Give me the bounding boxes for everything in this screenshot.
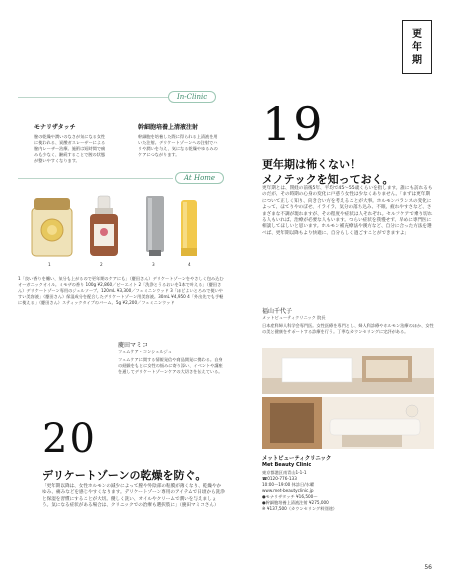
doctor-role: メットビューティクリニック 院長 xyxy=(262,315,326,320)
in-clinic-rule xyxy=(18,97,168,98)
clinic-price-1: ●モナリザタッチ ¥16,500〜 xyxy=(262,494,318,499)
at-home-label: At Home xyxy=(175,172,224,184)
clinic-reception-illustration xyxy=(262,348,434,394)
clinic-hours: 10:00〜19:00 休診日/水曜 xyxy=(262,482,315,487)
clinic-address: 東京都港区南青山1-1-1 xyxy=(262,470,307,475)
tip-19-number: 19 xyxy=(262,97,325,151)
clinic-price-3: ※ ¥137,500（カウンセリング料別途） xyxy=(262,506,337,511)
item-stemcell-desc: 幹細胞を培養した際に得られる上清液を用いた注射。デリケートゾーンへの注射でハリや潤いを与え、気になる乾燥やゆるみのケアにつながります。 xyxy=(138,134,218,157)
item-monalisa-desc: 膣の乾燥や潤いのなさが気になる女性に使われる、炭酸ガスレーザーによる膣内レーザー治療。施術は短時間で痛みも少なく、継続することで膣の状態が整いやすくなります。 xyxy=(34,134,106,163)
tip-20-title: デリケートゾーンの乾燥を防ぐ。 xyxy=(42,469,207,482)
product-2-dropper-image xyxy=(86,194,122,258)
item-monalisa-name: モナリザタッチ xyxy=(34,124,76,131)
clinic-url[interactable]: www.met-beautyclinic.jp xyxy=(262,488,314,493)
consultant-role: フェムケア・コンシェルジュ xyxy=(118,349,172,354)
consultant-bio: フェムケアに関する情報発信や商品開発に携わる。自身の経験をもとに女性の悩みに寄り添い、イベントや講座を通してデリケートゾーンケアの大切さを伝えている。 xyxy=(118,357,223,374)
side-tab-char: 期 xyxy=(412,54,422,66)
product-caption: 1「良い香りを纏い、気分も上がるので更年期のケアにも」（慶田さん）デリケートゾーンをやさしく包み込むオーガニックオイル。ミモザの香り 100g ¥2,860／ビーエイト 2「洗浄とうるおいを1本で叶える」（慶田さん）デリケートゾーン専用のジェルソープ。120mL ¥3,300／フェミニンウッド 3「ほどよいとろみで使いやすい美容液」（慶田さん）保湿成分を配合したデリケートゾーン用美容液。30mL ¥4,950 4「外出先でも手軽に使える」（慶田さん）スティックタイプのバーム。5g ¥2,200／フェミニンウッド xyxy=(18,276,224,305)
doctor-profile xyxy=(262,306,434,335)
clinic-price-2: ●幹細胞培養上清液注射 ¥275,000 xyxy=(262,500,329,505)
product-1-jar-image xyxy=(28,196,76,258)
side-tab-char: 年 xyxy=(412,41,422,53)
item-stemcell-name: 幹細胞培養上清液注射 xyxy=(138,124,199,131)
consultant-name: 慶田マミコ xyxy=(118,342,149,349)
at-home-rule xyxy=(18,178,173,179)
product-number-3: 3 xyxy=(152,262,155,267)
item-stemcell xyxy=(138,122,220,158)
clinic-room-photo xyxy=(262,397,434,449)
product-number-2: 2 xyxy=(100,262,103,267)
product-number-4: 4 xyxy=(188,262,191,267)
tip-19-title-2: メノテックを知っておく。 xyxy=(262,173,394,186)
item-monalisa xyxy=(34,122,108,164)
tip-19-title-1: 更年期は怖くない！ xyxy=(262,158,361,171)
clinic-name-en: Met Beauty Clinic xyxy=(262,462,312,468)
clinic-info xyxy=(262,454,434,512)
product-photos xyxy=(28,194,223,258)
doctor-name: 福山千代子 xyxy=(262,308,293,315)
side-category-tab xyxy=(402,20,432,74)
tip-20-body: 「更年期以降は、女性ホルモンの減少によって膣や外陰部の粘膜が薄くなり、乾燥やかゆみ、痛みなどを感じやすくなります。デリケートゾーン専用のアイテムで日頃から洗浄と保湿を習慣にすることが大切。優しく洗い、オイルやクリームで潤いを与えましょう。気になる症状がある場合は、クリニックでの治療も選択肢に」（慶田マミコさん） xyxy=(42,484,225,509)
in-clinic-label: In-Clinic xyxy=(168,91,216,103)
product-4-stick-image xyxy=(178,198,202,262)
tip-20-number: 20 xyxy=(42,416,97,462)
consultant-profile xyxy=(118,340,224,375)
product-3-tube-image xyxy=(140,194,170,258)
doctor-bio: 日本産科婦人科学会専門医。女性医療を専門とし、婦人科診療やホルモン治療のほか、女性の美と健康をサポートする診療を行う。丁寧なカウンセリングに定評がある。 xyxy=(262,323,434,334)
page-number: 56 xyxy=(424,564,432,571)
product-number-1: 1 xyxy=(48,262,51,267)
clinic-tel: ☎0120-776-133 xyxy=(262,476,297,481)
clinic-name-jp: メットビューティクリニック xyxy=(262,456,332,462)
side-tab-char: 更 xyxy=(412,28,422,40)
clinic-reception-photo xyxy=(262,348,434,394)
clinic-room-illustration xyxy=(262,397,434,449)
tip-19-body: 更年期とは、閉経の前後5年、平均で45〜55歳くらいを指します。誰にも訪れるものだが、その時期の心身の変化に戸惑う女性は少なくありません。「まずは更年期について正しく知り、向き合い方を考えることが大事。ホルモンバランスの変化によって、ほてりやのぼせ、イライラ、気分の落ち込み、不眠、疲れやすさなど、さまざまな不調が現れますが、その程度や症状は人それぞれ。セルフケアで乗り切れる人もいれば、治療が必要な人もいます。つらい症状を我慢せず、早めに専門医に相談してほしいと思います。ホルモン補充療法や漢方など、自分に合った方法を選べば、更年期以降もより快適に、自分らしく過ごすことができますよ」 xyxy=(262,186,433,236)
